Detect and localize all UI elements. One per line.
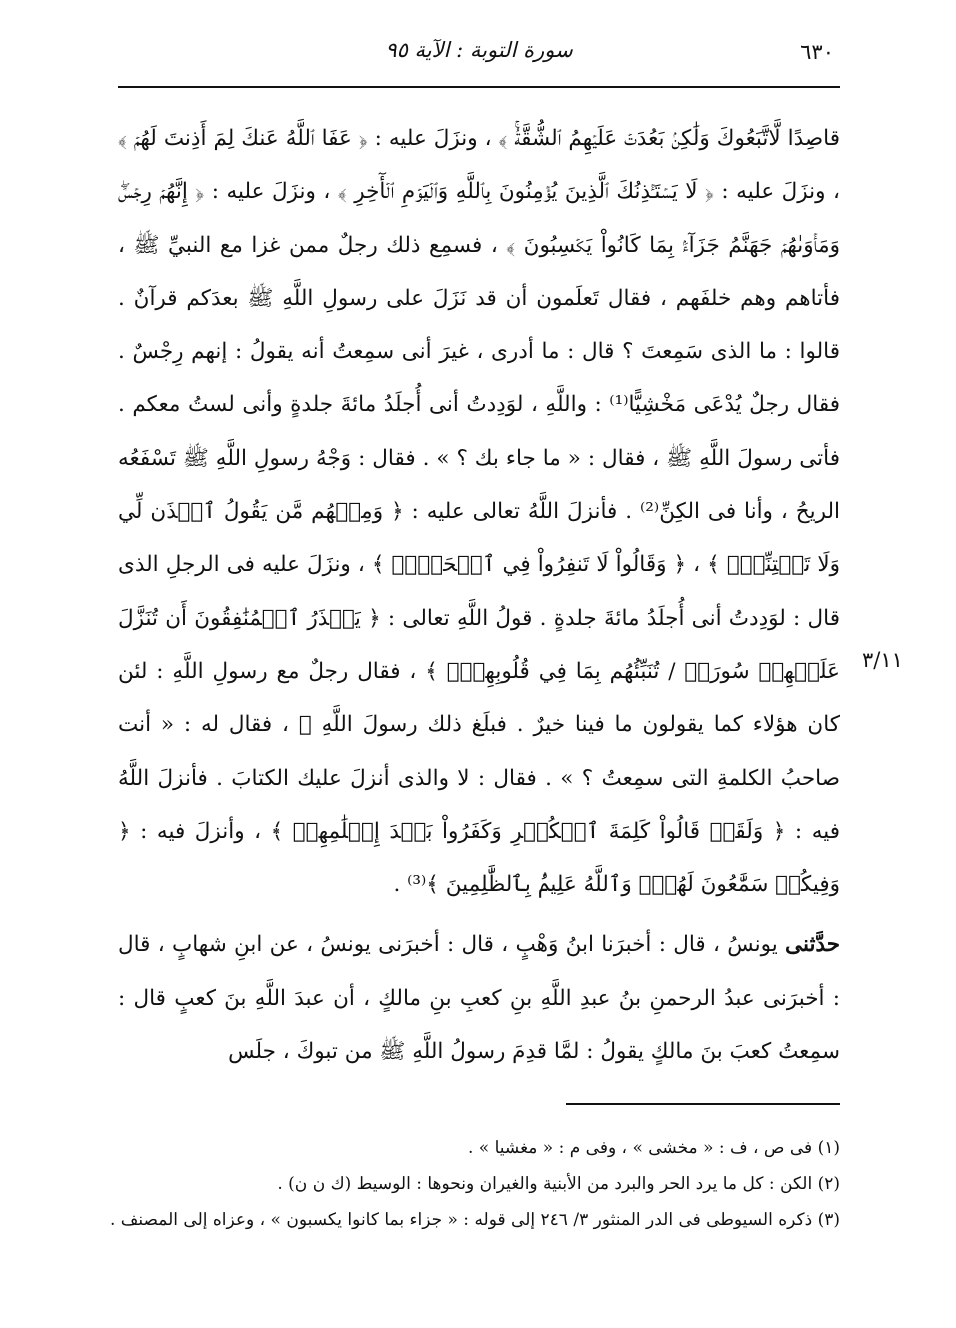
header-rule [118,86,840,88]
paragraph-1: قاصِدًا لَّاتَّبَعُوكَ وَلَٰكِنۢ بَعُدَتۡ عَلَيۡهِمُ ٱلشُّقَّةُۚ ﴾ ، ونزَلَ عليه : ﴿ عَفَا ٱللَّهُ عَنكَ لِمَ أَذِنتَ لَهُمۡ ﴾ ، ونزَلَ عليه : ﴿ لَا يَسۡتَـٔۡذِنُكَ ٱلَّذِينَ يُؤۡمِنُونَ بِٱللَّهِ وَٱلۡيَوۡمِ ٱلۡأٓخِرِ ﴾ ، ونزَلَ عليه : ﴿ إِنَّهُمۡ رِجۡسٞۖ وَمَأۡوَىٰهُمۡ جَهَنَّمُ جَزَآءَۢ بِمَا كَانُواْ يَكۡسِبُونَ ﴾ ، فسمِع ذلك رجلٌ ممن غزا مع النبيِّ ﷺ ، فأتاهم وهم خلفَهم ، فقال تَعلَمون أن قد نَزَلَ على رسولِ اللَّهِ ﷺ بعدَكم قرآنٌ . قالوا : ما الذى سَمِعتَ ؟ قال : ما أدرى ، غيرَ أنى سمِعتُ أنه يقولُ : إنهم رِجْسٌ . فقال رجلٌ يُدْعَى مَخْشِيًّا⁽¹⁾ : واللَّهِ ، لوَدِدتُ أنى أُجلَدُ مائةَ جلدةٍ وأنى لستُ معكم . فأتى رسولَ اللَّهِ ﷺ ، فقال : « ما جاء بك ؟ » . فقال : وَجْهُ رسولِ اللَّهِ ﷺ تَسْفَعُه الريحُ ، وأنا فى الكِنِّ⁽²⁾ . فأنزلَ اللَّهُ تعالى عليه : ﴿ وَمِنۡهُم مَّن يَقُولُ ٱئۡذَن لِّي وَلَا تَفۡتِنِّيٓۚ ﴾ ، ﴿ وَقَالُواْ لَا تَنفِرُواْ فِي ٱلۡحَرِّۗ ﴾ ، ونزَلَ عليه فى الرجلِ الذى قال : لوَدِدتُ أنى أُجلَدُ مائةَ جلدةٍ . قولُ اللَّهِ تعالى : ﴿ يَحۡذَرُ ٱلۡمُنَٰفِقُونَ أَن تُنَزَّلَ عَلَيۡهِمۡ سُورَةٞ / تُنَبِّئُهُم بِمَا فِي قُلُوبِهِمۡۚ ﴾ ، فقال رجلٌ مع رسولِ اللَّهِ : لئن كان هؤلاء كما يقولون ما فينا خيرٌ . فبلَغ ذلك رسولَ اللَّهِ ﷺ ، فقال له : « أنت صاحبُ الكلمةِ التى سمِعتُ ؟ » . فقال : لا والذى أنزلَ عليك الكتابَ . فأنزلَ اللَّهُ فيه : ﴿ وَلَقَدۡ قَالُواْ كَلِمَةَ ٱلۡكُفۡرِ وَكَفَرُواْ بَعۡدَ إِسۡلَٰمِهِمۡ ﴾ ، وأنزلَ فيه : ﴿ وَفِيكُمۡ سَمَّٰعُونَ لَهُمۡۗ وَٱللَّهُ عَلِيمُۢ بِٱلظَّٰلِمِينَ ﴾⁽³⁾ . [118,126,840,898]
footnote-rule [566,1103,840,1105]
page-number: ٦٣٠ [800,40,834,64]
main-text [118,112,840,1078]
page-header [118,36,840,84]
footnote-1: (١) فى ص ، ف : « مخشى » ، وفى م : « مغشيا » . [467,1138,840,1158]
margin-note: ٣/١١ [862,648,903,672]
footnotes [110,1130,840,1238]
paragraph-2-lead: حدَّثنى [785,932,840,958]
footnote-3: (٣) ذكره السيوطى فى الدر المنثور ٣/ ٢٤٦ إلى قوله : « جزاء بما كانوا يكسبون » ، وعزاه إلى المصنف . [110,1210,840,1230]
footnote-2: (٢) الكن : كل ما يرد الحر والبرد من الأبنية والغيران ونحوها : الوسيط (ك ن ن) . [277,1174,840,1194]
paragraph-2 [118,918,840,1078]
running-head: سورة التوبة : الآية ٩٥ [385,38,573,62]
paragraph-2-text: يونسُ ، قال : أخبرَنا ابنُ وَهْبٍ ، قال : أخبرَنى يونسُ ، عن ابنِ شهابٍ ، قال : أخبرَنى عبدُ الرحمنِ بنُ عبدِ اللَّهِ بنِ كعبِ بنِ مالكٍ ، أن عبدَ اللَّهِ بنَ كعبٍ قال : سمِعتُ كعبَ بنَ مالكٍ يقولُ : لمَّا قدِمَ رسولُ اللَّهِ ﷺ من تبوكَ ، جلَس [118,932,840,1065]
